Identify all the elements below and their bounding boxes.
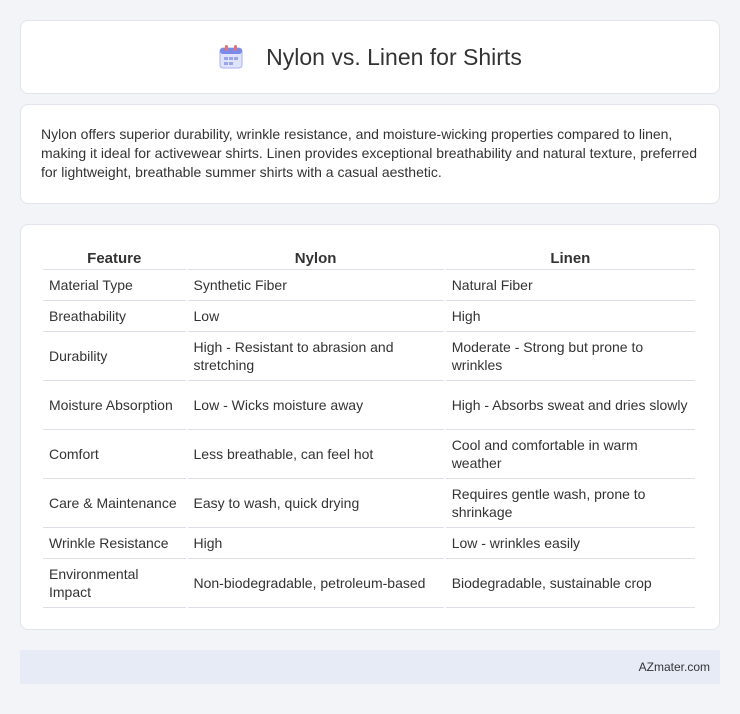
linen-cell: Moderate - Strong but prone to wrinkles — [446, 332, 695, 381]
footer-site-link[interactable]: AZmater.com — [638, 660, 710, 674]
table-row — [43, 301, 695, 332]
nylon-cell: Synthetic Fiber — [188, 270, 444, 301]
intro-paragraph: Nylon offers superior durability, wrinkle resistance, and moisture-wicking properties compared to linen, making it ideal for activewear shirts. Linen provides exceptional breathability and natural texture, preferred for lightweight, breathable summer shirts with a casual aesthetic. — [41, 126, 698, 180]
footer-bar — [20, 650, 720, 684]
feature-cell: Wrinkle Resistance — [43, 528, 186, 559]
feature-cell: Material Type — [43, 270, 186, 301]
nylon-cell: Less breathable, can feel hot — [188, 430, 444, 479]
table-row — [43, 430, 695, 479]
linen-cell: Requires gentle wash, prone to shrinkage — [446, 479, 695, 528]
linen-cell: Low - wrinkles easily — [446, 528, 695, 559]
comparison-table — [41, 246, 697, 608]
calendar-icon — [218, 44, 244, 70]
table-row — [43, 559, 695, 608]
feature-cell: Breathability — [43, 301, 186, 332]
title-card — [20, 20, 720, 94]
feature-cell: Comfort — [43, 430, 186, 479]
page-title: Nylon vs. Linen for Shirts — [266, 43, 522, 70]
feature-cell: Moisture Absorption — [43, 381, 186, 430]
table-row — [43, 381, 695, 430]
feature-cell: Durability — [43, 332, 186, 381]
nylon-cell: High — [188, 528, 444, 559]
table-row — [43, 332, 695, 381]
nylon-cell: High - Resistant to abrasion and stretching — [188, 332, 444, 381]
intro-card — [20, 104, 720, 204]
linen-cell: Cool and comfortable in warm weather — [446, 430, 695, 479]
comparison-card — [20, 224, 720, 630]
table-row — [43, 479, 695, 528]
linen-cell: High — [446, 301, 695, 332]
feature-cell: Care & Maintenance — [43, 479, 186, 528]
table-row — [43, 528, 695, 559]
linen-cell: Natural Fiber — [446, 270, 695, 301]
header-feature: Feature — [43, 246, 186, 270]
nylon-cell: Non-biodegradable, petroleum-based — [188, 559, 444, 608]
linen-cell: Biodegradable, sustainable crop — [446, 559, 695, 608]
header-linen: Linen — [446, 246, 695, 270]
table-header-row — [43, 246, 695, 270]
nylon-cell: Low - Wicks moisture away — [188, 381, 444, 430]
nylon-cell: Easy to wash, quick drying — [188, 479, 444, 528]
linen-cell: High - Absorbs sweat and dries slowly — [446, 381, 695, 430]
nylon-cell: Low — [188, 301, 444, 332]
header-nylon: Nylon — [188, 246, 444, 270]
feature-cell: Environmental Impact — [43, 559, 186, 608]
table-row — [43, 270, 695, 301]
